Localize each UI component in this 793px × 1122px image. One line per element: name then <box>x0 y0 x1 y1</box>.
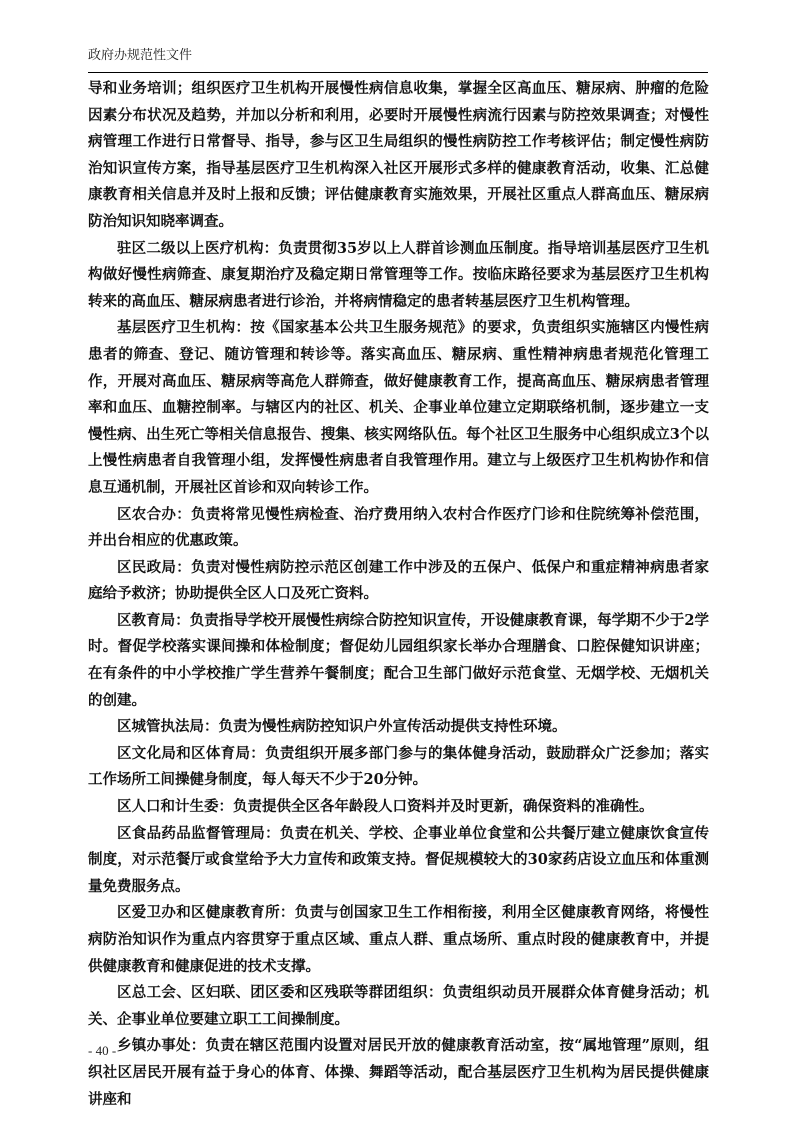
document-body <box>88 76 709 1113</box>
paragraph: 导和业务培训；组织医疗卫生机构开展慢性病信息收集，掌握全区高血压、糖尿病、肿瘤的危险因素分布状况及趋势，并加以分析和利用，必要时开展慢性病流行因素与防控效果调查；对慢性病管理工作进行日常督导、指导，参与区卫生局组织的慢性病防控工作考核评估；制定慢性病防治知识宣传方案，指导基层医疗卫生机构深入社区开展形式多样的健康教育活动，收集、汇总健康教育相关信息并及时上报和反馈；评估健康教育实施效果，开展社区重点人群高血压、糖尿病防治知识知晓率调查。 <box>88 80 709 230</box>
paragraph: 乡镇办事处：负责在辖区范围内设置对居民开放的健康教育活动室，按“属地管理”原则，组织社区居民开展有益于身心的体育、体操、舞蹈等活动，配合基层医疗卫生机构为居民提供健康讲座和 <box>88 1037 709 1108</box>
paragraph: 区总工会、区妇联、团区委和区残联等群团组织：负责组织动员开展群众体育健身活动；机关、企事业单位要建立职工工间操制度。 <box>88 984 709 1028</box>
paragraph: 区农合办：负责将常见慢性病检查、治疗费用纳入农村合作医疗门诊和住院统筹补偿范围，并出台相应的优惠政策。 <box>88 505 709 550</box>
paragraph: 区爱卫办和区健康教育所：负责与创国家卫生工作相衔接，利用全区健康教育网络，将慢性病防治知识作为重点内容贯穿于重点区域、重点人群、重点场所、重点时段的健康教育中，并提供健康教育和健康促进的技术支撑。 <box>88 904 709 975</box>
paragraph: 区人口和计生委：负责提供全区各年龄段人口资料并及时更新，确保资料的准确性。 <box>117 798 654 816</box>
paragraph: 区食品药品监督管理局：负责在机关、学校、企事业单位食堂和公共餐厅建立健康饮食宣传制度，对示范餐厅或食堂给予大力宣传和政策支持。督促规模较大的30家药店设立血压和体重测量免费服务点。 <box>88 824 709 895</box>
paragraph: 区文化局和区体育局：负责组织开展多部门参与的集体健身活动，鼓励群众广泛参加；落实工作场所工间操健身制度，每人每天不少于20分钟。 <box>88 744 709 789</box>
paragraph: 驻区二级以上医疗机构：负责贯彻35岁以上人群首诊测血压制度。指导培训基层医疗卫生机构做好慢性病筛查、康复期治疗及稳定期日常管理等工作。按临床路径要求为基层医疗卫生机构转来的高血压、糖尿病患者进行诊治，并将病情稳定的患者转基层医疗卫生机构管理。 <box>88 239 709 310</box>
paragraph: 基层医疗卫生机构：按《国家基本公共卫生服务规范》的要求，负责组织实施辖区内慢性病患者的筛查、登记、随访管理和转诊等。落实高血压、糖尿病、重性精神病患者规范化管理工作，开展对高血压、糖尿病等高危人群筛查，做好健康教育工作，提高高血压、糖尿病患者管理率和血压、血糖控制率。与辖区内的社区、机关、企事业单位建立定期联络机制，逐步建立一支慢性病、出生死亡等相关信息报告、搜集、核实网络队伍。每个社区卫生服务中心组织成立3个以上慢性病患者自我管理小组，发挥慢性病患者自我管理作用。建立与上级医疗卫生机构协作和信息互通机制，开展社区首诊和双向转诊工作。 <box>88 319 709 496</box>
paragraph: 区城管执法局：负责为慢性病防控知识户外宣传活动提供支持性环境。 <box>117 718 567 736</box>
paragraph: 区教育局：负责指导学校开展慢性病综合防控知识宣传，开设健康教育课，每学期不少于2学时。督促学校落实课间操和体检制度；督促幼儿园组织家长举办合理膳食、口腔保健知识讲座；在有条件的中小学校推广学生营养午餐制度；配合卫生部门做好示范食堂、无烟学校、无烟机关的创建。 <box>88 611 709 709</box>
page-header <box>88 40 708 73</box>
header-title: 政府办规范性文件 <box>88 48 193 63</box>
paragraph: 区民政局：负责对慢性病防控示范区创建工作中涉及的五保户、低保户和重症精神病患者家庭给予救济；协助提供全区人口及死亡资料。 <box>88 558 709 603</box>
page-number: - 40 - <box>88 1043 117 1058</box>
